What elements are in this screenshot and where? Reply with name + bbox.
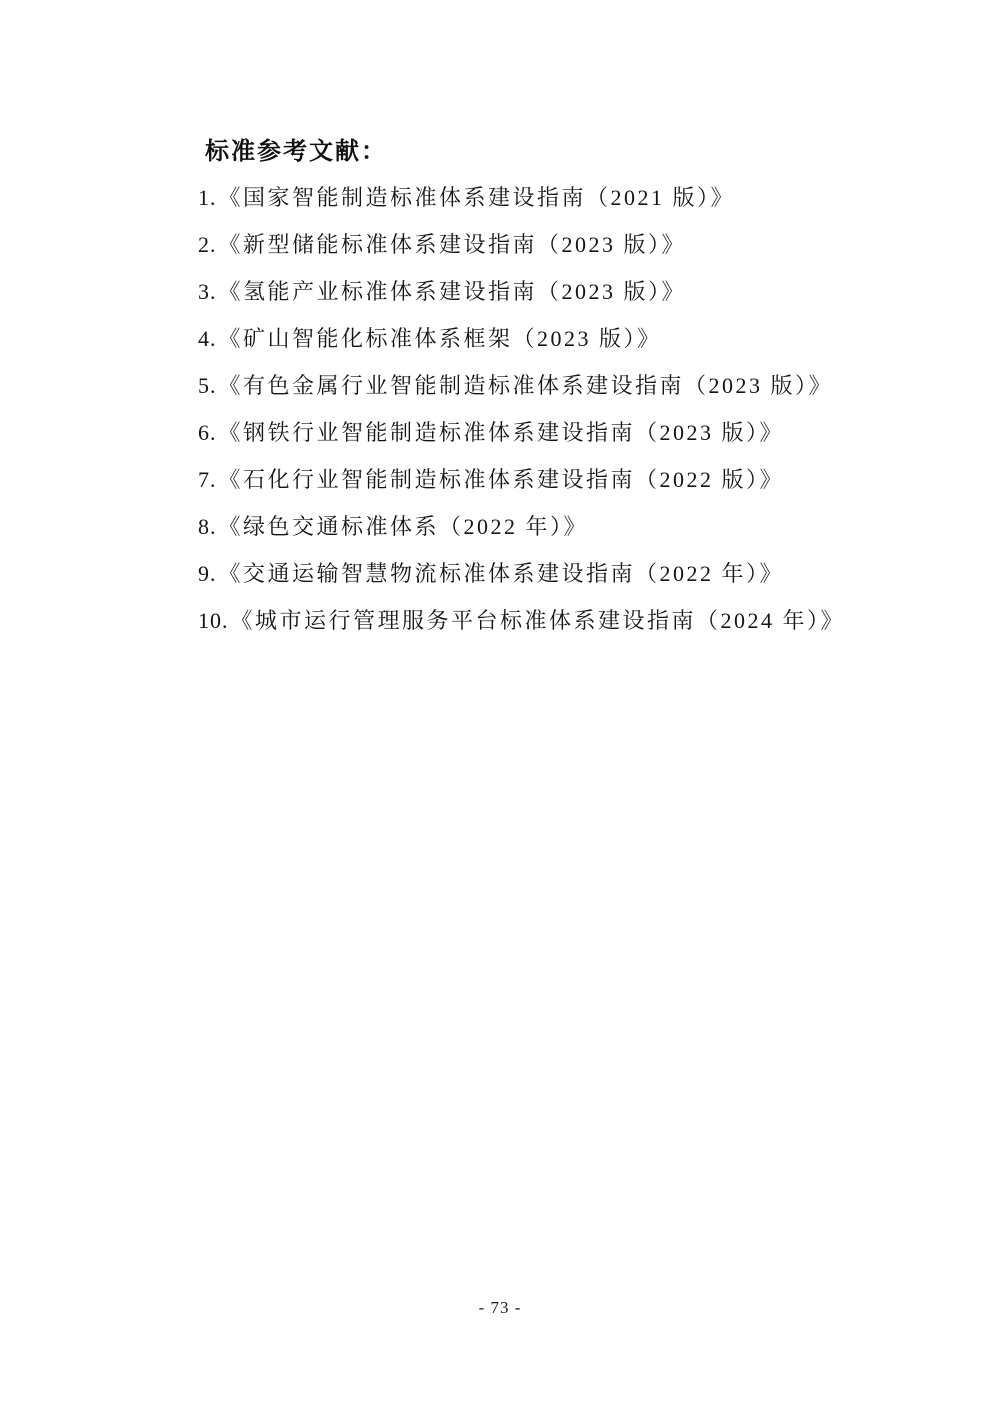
reference-number: 9. [198, 561, 217, 586]
reference-item [198, 419, 860, 446]
reference-item [198, 325, 860, 352]
reference-number: 10. [198, 608, 229, 633]
reference-number: 8. [198, 514, 217, 539]
reference-text: 《氢能产业标准体系建设指南（2023 版）》 [218, 279, 687, 304]
reference-item [198, 466, 860, 493]
reference-item [198, 607, 860, 634]
reference-number: 7. [198, 467, 217, 492]
reference-list [198, 184, 860, 634]
reference-number: 6. [198, 420, 217, 445]
reference-text: 《有色金属行业智能制造标准体系建设指南（2023 版）》 [218, 373, 834, 398]
reference-text: 《钢铁行业智能制造标准体系建设指南（2023 版）》 [218, 420, 785, 445]
reference-text: 《矿山智能化标准体系框架（2023 版）》 [218, 326, 662, 351]
reference-number: 1. [198, 185, 217, 210]
reference-item [198, 184, 860, 211]
reference-number: 4. [198, 326, 217, 351]
reference-text: 《城市运行管理服务平台标准体系建设指南（2024 年）》 [230, 608, 846, 633]
page-title: 标准参考文献： [205, 138, 387, 165]
reference-text: 《新型储能标准体系建设指南（2023 版）》 [218, 232, 687, 257]
reference-number: 5. [198, 373, 217, 398]
reference-item [198, 278, 860, 305]
page-content [198, 138, 860, 654]
reference-text: 《石化行业智能制造标准体系建设指南（2022 版）》 [218, 467, 785, 492]
reference-item [198, 231, 860, 258]
page-number: - 73 - [478, 1298, 522, 1317]
reference-item [198, 513, 860, 540]
reference-text: 《交通运输智慧物流标准体系建设指南（2022 年）》 [218, 561, 785, 586]
reference-text: 《绿色交通标准体系（2022 年）》 [218, 514, 589, 539]
reference-number: 3. [198, 279, 217, 304]
reference-item [198, 372, 860, 399]
reference-text: 《国家智能制造标准体系建设指南（2021 版）》 [218, 185, 736, 210]
reference-item [198, 560, 860, 587]
reference-number: 2. [198, 232, 217, 257]
